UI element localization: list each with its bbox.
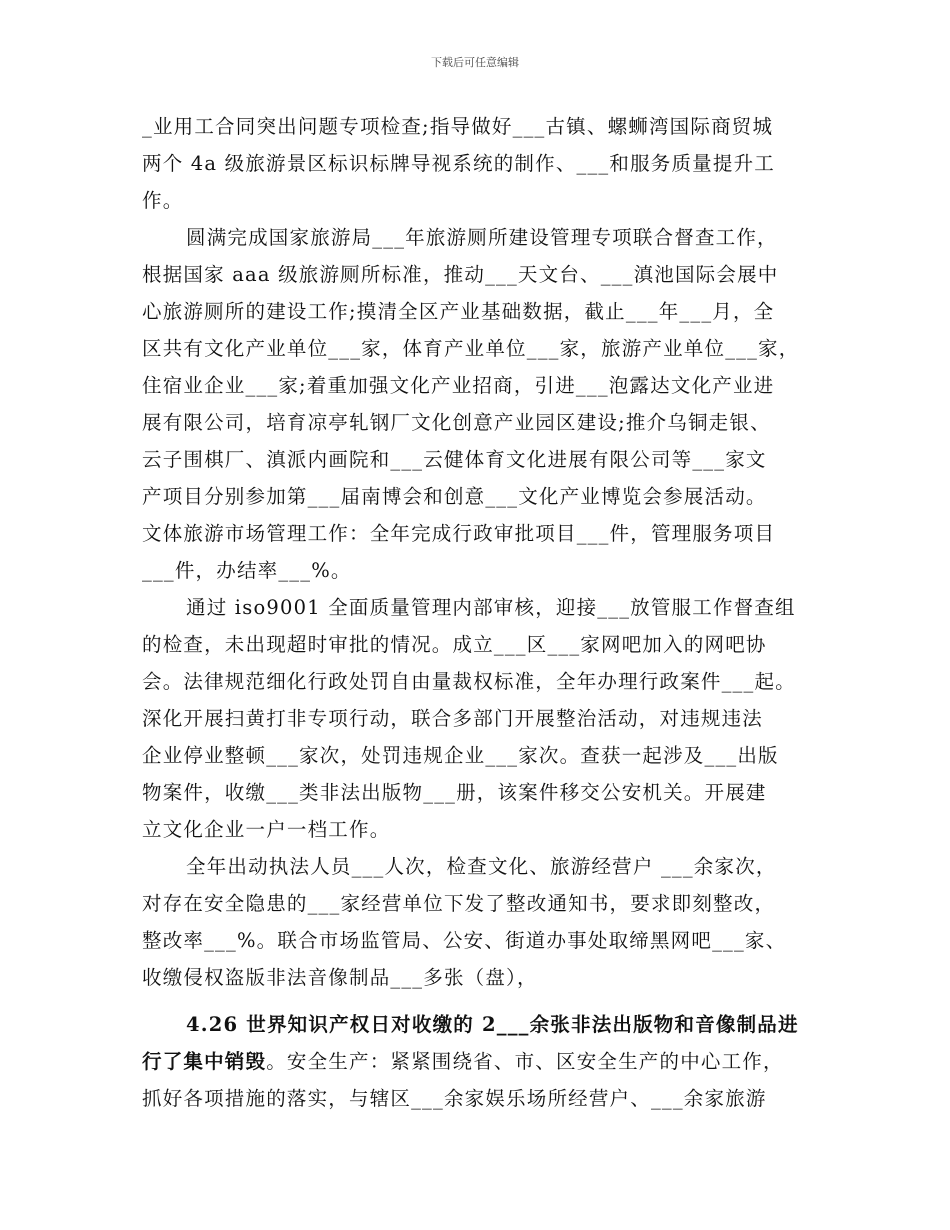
paragraph-1-line-1: _业用工合同突出问题专项检查;指导做好___古镇、螺蛳湾国际商贸城 (142, 115, 774, 138)
paragraph-2-line-6: 展有限公司，培育凉亭轧钢厂文化创意产业园区建设;推介乌铜走银、 (142, 411, 771, 434)
document-body (142, 108, 812, 1117)
paragraph-4-line-4: 收缴侵权盗版非法音像制品___多张（盘）， (142, 966, 538, 989)
paragraph-2-line-9: 文体旅游市场管理工作：全年完成行政审批项目___件，管理服务项目 (142, 522, 776, 545)
paragraph-2-line-10: ___件，办结率___%。 (142, 559, 352, 582)
paragraph-2-line-5: 住宿业企业___家;着重加强文化产业招商，引进___泡露达文化产业进 (142, 374, 775, 397)
paragraph-1-line-3: 作。 (142, 189, 184, 212)
paragraph-2-line-4: 区共有文化产业单位___家，体育产业单位___家，旅游产业单位___家， (142, 337, 800, 360)
paragraph-4-line-1: 全年出动执法人员___人次，检查文化、旅游经营户 ___余家次， (186, 855, 777, 878)
paragraph-3-line-2: 的检查，未出现超时审批的情况。成立___区___家网吧加入的网吧协 (142, 633, 767, 656)
paragraph-1-line-2: 两个 4a 级旅游景区标识标牌导视系统的制作、___和服务质量提升工 (142, 152, 775, 175)
paragraph-2-line-1: 圆满完成国家旅游局___年旅游厕所建设管理专项联合督查工作， (186, 226, 778, 249)
paragraph-5-line-2 (142, 1043, 812, 1080)
paragraph-3-line-4: 深化开展扫黄打非专项行动，联合多部门开展整治活动，对违规违法 (142, 707, 764, 730)
paragraph-2-line-3: 心旅游厕所的建设工作;摸清全区产业基础数据，截止___年___月，全 (142, 300, 775, 323)
paragraph-5-bold-fragment: 行了集中销毁 (142, 1050, 267, 1073)
paragraph-2-line-8: 产项目分别参加第___届南博会和创意___文化产业博览会参展活动。 (142, 485, 767, 508)
paragraph-3-line-3: 会。法律规范细化行政处罚自由量裁权标准，全年办理行政案件___起。 (142, 670, 796, 693)
paragraph-2-line-2: 根据国家 aaa 级旅游厕所标准，推动___天文台、___滇池国际会展中 (142, 263, 779, 286)
paragraph-3-line-1: 通过 iso9001 全面质量管理内部审核，迎接___放管服工作督查组 (186, 596, 796, 619)
paragraph-5-line-3: 抓好各项措施的落实，与辖区___余家娱乐场所经营户、___余家旅游 (142, 1087, 767, 1110)
paragraph-4-line-3: 整改率___%。联合市场监管局、公安、街道办事处取缔黑网吧___家、 (142, 929, 787, 952)
paragraph-3-line-5: 企业停业整顿___家次，处罚违规企业___家次。查获一起涉及___出版 (142, 744, 779, 767)
page-header: 下载后可任意编辑 (431, 56, 519, 69)
paragraph-5-line-2-rest: 。安全生产：紧紧围绕省、市、区安全生产的中心工作， (266, 1050, 784, 1073)
paragraph-5-line-1-bold: 4.26 世界知识产权日对收缴的 2___余张非法出版物和音像制品进 (186, 1013, 799, 1036)
paragraph-3-line-6: 物案件，收缴___类非法出版物___册，该案件移交公安机关。开展建 (142, 781, 767, 804)
paragraph-3-line-7: 立文化企业一户一档工作。 (142, 818, 391, 841)
paragraph-4-line-2: 对存在安全隐患的___家经营单位下发了整改通知书，要求即刻整改， (142, 892, 776, 915)
paragraph-2-line-7: 云子围棋厂、滇派内画院和___云健体育文化进展有限公司等___家文 (142, 448, 767, 471)
